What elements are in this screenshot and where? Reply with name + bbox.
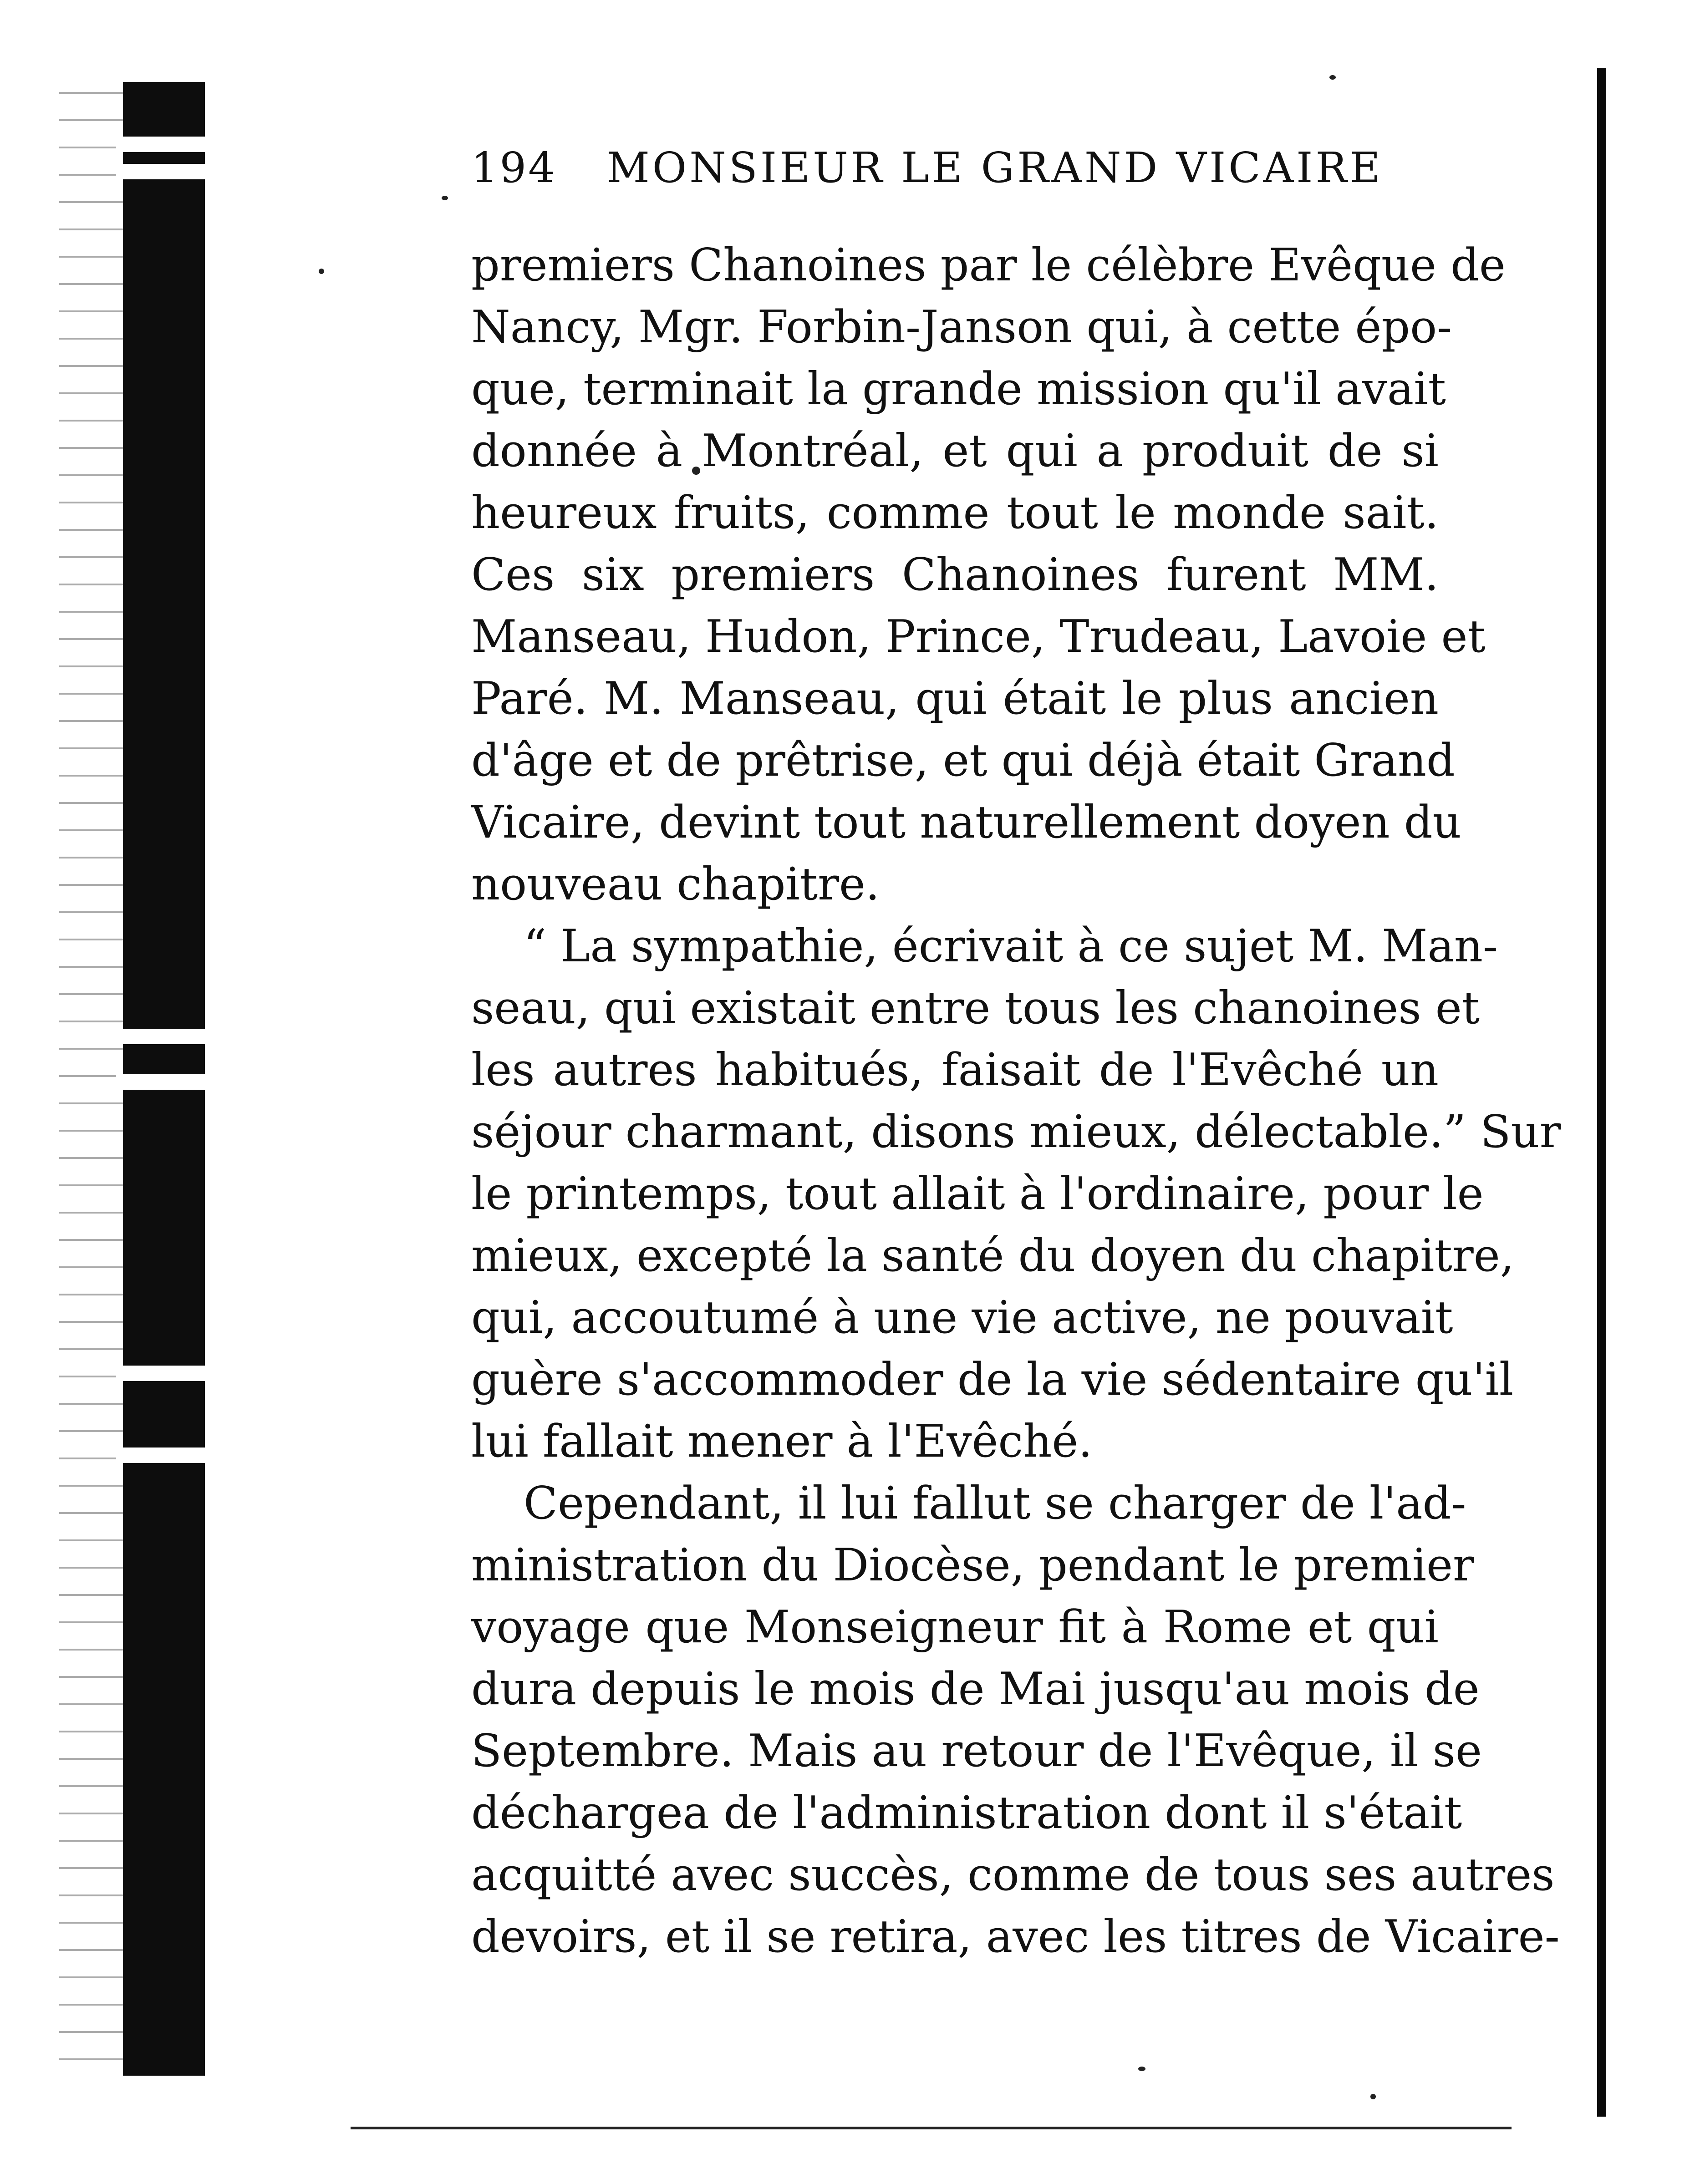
page-number: 194 <box>471 143 557 192</box>
binding-shadow <box>59 82 123 2076</box>
text-line: le printemps, tout allait à l'ordinaire, pour le <box>471 1168 1484 1220</box>
scan-speck <box>319 269 324 274</box>
text-line: voyage que Monseigneur fit à Rome et qui <box>471 1601 1439 1653</box>
scan-speck <box>1329 75 1336 80</box>
text-line: Vicaire, devint tout naturellement doyen du <box>471 797 1461 848</box>
text-line: premiers Chanoines par le célèbre Evêque de <box>471 239 1506 291</box>
scan-speck <box>442 196 448 200</box>
running-title: MONSIEUR LE GRAND VICAIRE <box>606 143 1383 192</box>
text-line: séjour charmant, disons mieux, délectable.” Sur <box>471 1106 1561 1158</box>
text-line: guère s'accommoder de la vie sédentaire qu'il <box>471 1354 1514 1406</box>
text-line: devoirs, et il se retira, avec les titres de Vicaire- <box>471 1911 1560 1963</box>
bottom-frame-rule <box>351 2127 1512 2129</box>
text-line: Paré. M. Manseau, qui était le plus ancien <box>471 673 1439 725</box>
text-line: dura depuis le mois de Mai jusqu'au mois de <box>471 1663 1480 1715</box>
text-line: donnée à Montréal, et qui a produit de si <box>471 425 1439 477</box>
binding-mark <box>116 1448 212 1463</box>
binding-mark <box>116 1029 212 1044</box>
text-line: les autres habitués, faisait de l'Evêché un <box>471 1044 1439 1096</box>
scan-speck <box>1370 2094 1376 2099</box>
text-line: acquitté avec succès, comme de tous ses autres <box>471 1849 1555 1901</box>
binding-mark <box>116 137 212 152</box>
text-line: heureux fruits, comme tout le monde sait. <box>471 487 1439 539</box>
text-line: Manseau, Hudon, Prince, Trudeau, Lavoie et <box>471 611 1486 663</box>
text-line: Ces six premiers Chanoines furent MM. <box>471 549 1439 601</box>
running-head <box>471 143 1383 198</box>
text-line: seau, qui existait entre tous les chanoines et <box>471 982 1480 1034</box>
body-text <box>471 234 1561 1968</box>
text-line: Nancy, Mgr. Forbin-Janson qui, à cette épo- <box>471 301 1452 353</box>
text-line: ministration du Diocèse, pendant le premier <box>471 1539 1474 1591</box>
text-line: d'âge et de prêtrise, et qui déjà était Grand <box>471 735 1455 787</box>
text-line: nouveau chapitre. <box>471 858 880 910</box>
text-line: déchargea de l'administration dont il s'était <box>471 1787 1462 1839</box>
binding-mark <box>116 1366 212 1381</box>
scan-speck <box>1138 2067 1145 2071</box>
binding-mark <box>116 1074 212 1090</box>
text-line: qui, accoutumé à une vie active, ne pouvait <box>471 1292 1453 1344</box>
text-line: mieux, excepté la santé du doyen du chapitre, <box>471 1230 1514 1282</box>
binding-mark <box>116 164 212 179</box>
text-line: Cependant, il lui fallut se charger de l'ad- <box>524 1478 1466 1529</box>
text-line: “ La sympathie, écrivait à ce sujet M. Man- <box>524 920 1498 972</box>
text-line: lui fallait mener à l'Evêché. <box>471 1416 1093 1468</box>
right-frame-rule <box>1597 68 1606 2117</box>
text-line: Septembre. Mais au retour de l'Evêque, il se <box>471 1725 1482 1777</box>
text-line: que, terminait la grande mission qu'il avait <box>471 363 1446 415</box>
